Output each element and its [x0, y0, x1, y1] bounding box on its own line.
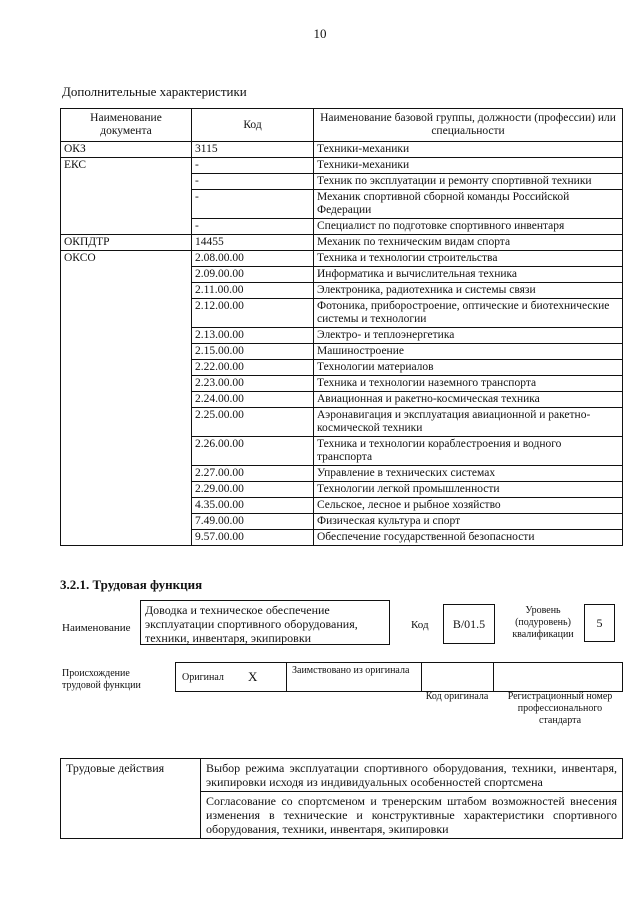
- code-box: [443, 604, 495, 644]
- origin-label: Происхождение трудовой функции: [62, 668, 141, 691]
- table-row: [61, 158, 623, 174]
- code-cell: 2.13.00.00: [192, 328, 314, 344]
- document-cell: ЕКС: [61, 158, 192, 235]
- labor-actions-label: Трудовые действия: [61, 759, 201, 839]
- group-name-cell: Сельское, лесное и рыбное хозяйство: [314, 498, 623, 514]
- borrowed-label: Заимствовано из оригинала: [292, 665, 410, 676]
- function-name-value: Доводка и техническое обеспечение эксплуатации спортивного оборудования, техники, инвентаря, экипировки: [145, 603, 358, 645]
- group-name-cell: Специалист по подготовке спортивного инвентаря: [314, 219, 623, 235]
- group-name-cell: Машиностроение: [314, 344, 623, 360]
- document-cell: ОКСО: [61, 251, 192, 546]
- group-name-cell: Обеспечение государственной безопасности: [314, 530, 623, 546]
- code-value: B/01.5: [452, 617, 486, 631]
- document-cell: ОКЗ: [61, 142, 192, 158]
- function-name-box: [140, 600, 390, 645]
- group-name-cell: Техника и технологии кораблестроения и водного транспорта: [314, 437, 623, 466]
- code-cell: 2.09.00.00: [192, 267, 314, 283]
- header-code: Код: [192, 109, 314, 142]
- code-cell: -: [192, 219, 314, 235]
- code-cell: 4.35.00.00: [192, 498, 314, 514]
- group-name-cell: Фотоника, приборостроение, оптические и биотехнические системы и технологии: [314, 299, 623, 328]
- code-cell: 2.11.00.00: [192, 283, 314, 299]
- level-value: 5: [596, 616, 603, 630]
- section-title: 3.2.1. Трудовая функция: [60, 577, 203, 592]
- group-name-cell: Механик спортивной сборной команды Российской Федерации: [314, 190, 623, 219]
- code-cell: -: [192, 174, 314, 190]
- table-row: [61, 142, 623, 158]
- original-label: Оригинал: [182, 672, 224, 683]
- group-name-cell: Техника и технологии строительства: [314, 251, 623, 267]
- code-cell: 2.12.00.00: [192, 299, 314, 328]
- page-number: 10: [313, 26, 327, 41]
- code-cell: 7.49.00.00: [192, 514, 314, 530]
- group-name-cell: Управление в технических системах: [314, 466, 623, 482]
- group-name-cell: Информатика и вычислительная техника: [314, 267, 623, 283]
- table-header-row: [61, 109, 623, 142]
- code-label: Код: [411, 619, 429, 631]
- labor-action-item: Выбор режима эксплуатации спортивного оборудования, техники, инвентаря, экипировки исходя из индивидуальных особенностей спортсмена: [201, 759, 623, 792]
- code-cell: 2.27.00.00: [192, 466, 314, 482]
- code-cell: 3115: [192, 142, 314, 158]
- code-cell: 2.23.00.00: [192, 376, 314, 392]
- group-name-cell: Технологии материалов: [314, 360, 623, 376]
- code-cell: 2.22.00.00: [192, 360, 314, 376]
- document-cell: ОКПДТР: [61, 235, 192, 251]
- group-name-cell: Физическая культура и спорт: [314, 514, 623, 530]
- name-label: Наименование: [62, 622, 131, 634]
- characteristics-table: [60, 108, 623, 546]
- original-code-label: Код оригинала: [425, 691, 489, 702]
- group-name-cell: Электро- и теплоэнергетика: [314, 328, 623, 344]
- extra-characteristics-heading: Дополнительные характеристики: [62, 84, 247, 99]
- group-name-cell: Авиационная и ракетно-космическая техника: [314, 392, 623, 408]
- group-name-cell: Техника и технологии наземного транспорта: [314, 376, 623, 392]
- group-name-cell: Электроника, радиотехника и системы связи: [314, 283, 623, 299]
- table-row: [61, 235, 623, 251]
- code-cell: 2.24.00.00: [192, 392, 314, 408]
- group-name-cell: Техники-механики: [314, 142, 623, 158]
- code-cell: 2.25.00.00: [192, 408, 314, 437]
- header-document: Наименование документа: [61, 109, 192, 142]
- group-name-cell: Техники-механики: [314, 158, 623, 174]
- origin-row: [175, 662, 623, 692]
- table-row: [61, 251, 623, 267]
- labor-action-item: Согласование со спортсменом и тренерским штабом возможностей внесения изменения в технические и конструктивные характеристики спортивного оборудования, техники, инвентаря, экипировки: [201, 792, 623, 839]
- code-cell: 9.57.00.00: [192, 530, 314, 546]
- group-name-cell: Техник по эксплуатации и ремонту спортивной техники: [314, 174, 623, 190]
- level-label: Уровень (подуровень) квалификации: [512, 605, 574, 640]
- code-cell: -: [192, 158, 314, 174]
- table-row: [61, 759, 623, 792]
- header-group-name: Наименование базовой группы, должности (профессии) или специальности: [314, 109, 623, 142]
- code-cell: 2.08.00.00: [192, 251, 314, 267]
- level-box: [584, 604, 615, 642]
- original-mark: X: [248, 669, 258, 684]
- group-name-cell: Аэронавигация и эксплуатация авиационной и ракетно-космической техники: [314, 408, 623, 437]
- group-name-cell: Механик по техническим видам спорта: [314, 235, 623, 251]
- code-cell: 2.26.00.00: [192, 437, 314, 466]
- code-cell: -: [192, 190, 314, 219]
- code-cell: 2.15.00.00: [192, 344, 314, 360]
- labor-actions-table: [60, 758, 623, 839]
- code-cell: 14455: [192, 235, 314, 251]
- registration-number-label: Регистрационный номер профессионального стандарта: [507, 691, 613, 726]
- code-cell: 2.29.00.00: [192, 482, 314, 498]
- group-name-cell: Технологии легкой промышленности: [314, 482, 623, 498]
